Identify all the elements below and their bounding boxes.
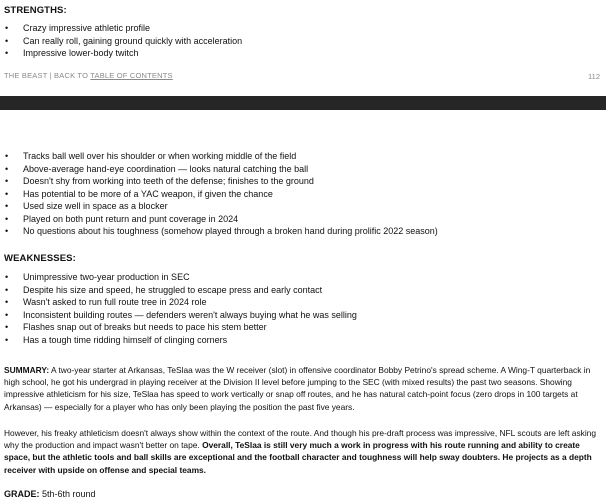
list-item: • Tracks ball well over his shoulder or when working middle of the field bbox=[4, 150, 438, 163]
page-footer bbox=[4, 71, 173, 80]
list-item: • Crazy impressive athletic profile bbox=[4, 22, 242, 35]
list-item: • Despite his size and speed, he struggled to escape press and early contact bbox=[4, 284, 357, 297]
grade-line bbox=[4, 489, 96, 499]
list-item: • Played on both punt return and punt coverage in 2024 bbox=[4, 213, 438, 226]
page-separator bbox=[0, 96, 606, 110]
summary-text: A two-year starter at Arkansas, TeSlaa was the W receiver (slot) in offensive coordinator Bobby Petrino's spread scheme. A Wing-T quarterback in high school, he got his undergrad in playing receiver at the Division II level before jumping to the SEC (with mixed results) the past two seasons. Showing impressive athleticism for his size, TeSlaa has speed to work vertically or snap off routes, and he has natural catch-point focus (zero drops in 100 targets at Arkansas) — especially for a player who has only been playing the position the past five years. bbox=[4, 365, 591, 412]
footer-prefix: THE BEAST | BACK TO bbox=[4, 71, 91, 80]
list-item: • Wasn't asked to run full route tree in 2024 role bbox=[4, 296, 357, 309]
list-item: • Used size well in space as a blocker bbox=[4, 200, 438, 213]
grade-value: 5th-6th round bbox=[39, 489, 96, 499]
summary-p2-bold: Overall, TeSlaa is still very much a work in progress with his route running and ability to create space, but the athletic tools and ball skills are exceptional and the football character and toughness will help sway doubters. He projects as a depth receiver with upside on offense and special teams. bbox=[4, 440, 592, 475]
summary-paragraph-2 bbox=[4, 427, 600, 476]
list-item: • Unimpressive two-year production in SEC bbox=[4, 271, 357, 284]
list-item: • Impressive lower-body twitch bbox=[4, 47, 242, 60]
list-item: • Doesn't shy from working into teeth of the defense; finishes to the ground bbox=[4, 175, 438, 188]
strengths-continued-list bbox=[4, 150, 438, 238]
list-item: • Has potential to be more of a YAC weapon, if given the chance bbox=[4, 188, 438, 201]
table-of-contents-link[interactable]: TABLE OF CONTENTS bbox=[90, 71, 173, 80]
page-bottom bbox=[0, 110, 606, 500]
list-item: • Inconsistent building routes — defenders weren't always buying what he was selling bbox=[4, 309, 357, 322]
page-number: 112 bbox=[588, 72, 600, 81]
grade-label: GRADE: bbox=[4, 489, 40, 499]
summary-paragraph bbox=[4, 364, 600, 413]
weaknesses-heading: WEAKNESSES: bbox=[4, 253, 76, 264]
summary-label: SUMMARY: bbox=[4, 365, 50, 375]
summary-p2-text: However, his freaky athleticism doesn't always show within the context of the route. And though his pre-draft process was impressive, NFL scouts are left asking why the production and impact wasn't better on tape. bbox=[4, 428, 597, 451]
list-item: • Flashes snap out of breaks but needs to pace his stem better bbox=[4, 321, 357, 334]
weaknesses-list bbox=[4, 271, 357, 346]
list-item: • Has a tough time ridding himself of clinging corners bbox=[4, 334, 357, 347]
list-item: • No questions about his toughness (somehow played through a broken hand during prolific 2022 season) bbox=[4, 225, 438, 238]
list-item: • Can really roll, gaining ground quickly with acceleration bbox=[4, 35, 242, 48]
page-top bbox=[0, 0, 606, 96]
strengths-list bbox=[4, 22, 242, 60]
strengths-heading: STRENGTHS: bbox=[4, 5, 67, 16]
list-item: • Above-average hand-eye coordination — looks natural catching the ball bbox=[4, 163, 438, 176]
